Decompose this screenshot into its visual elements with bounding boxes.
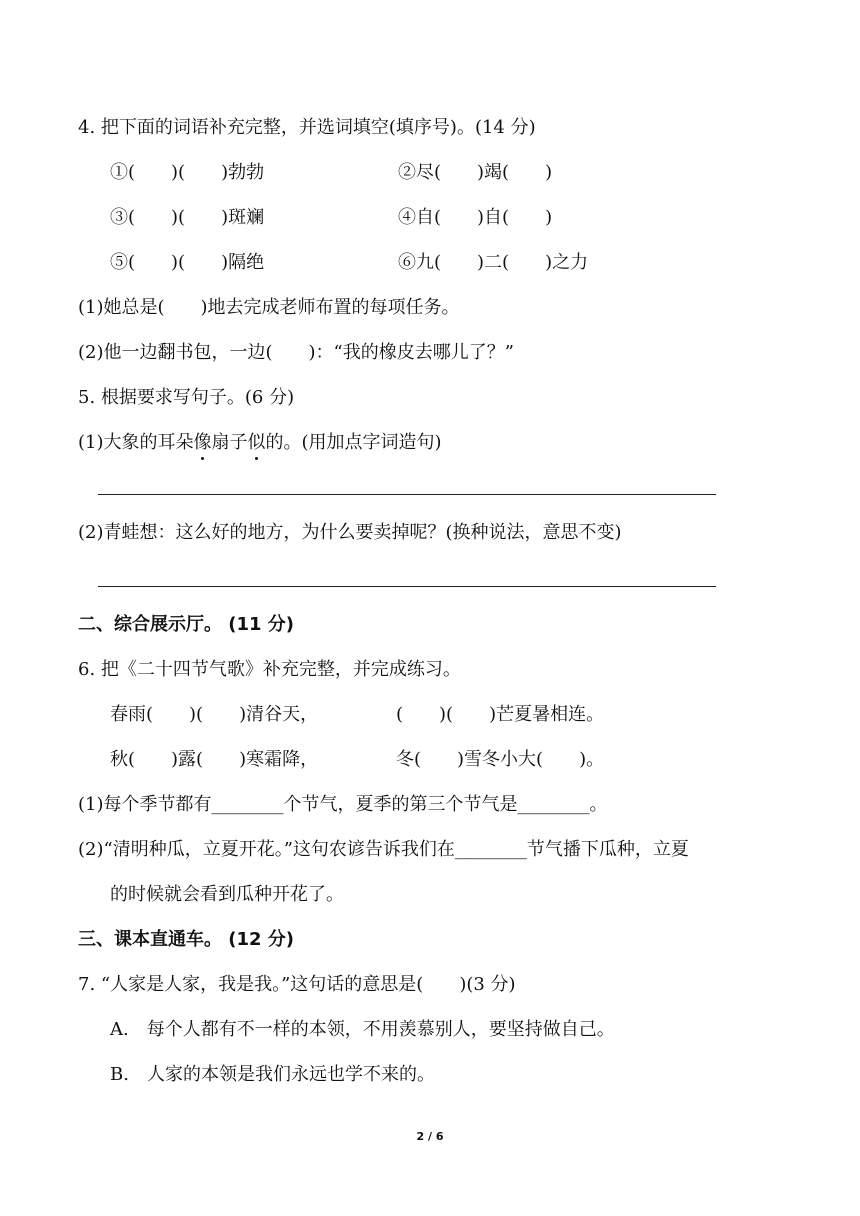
dotted-char-si: 似 (247, 432, 266, 453)
q5-sub1-text-post: 的。(用加点字词造句) (265, 432, 442, 453)
question-4-title: 4. 把下面的词语补充完整，并选词填空(填序号)。(14 分) (78, 117, 536, 138)
page-number: 2 / 6 (416, 1130, 444, 1143)
q6-subquestion-2-line-1: (2)“清明种瓜，立夏开花。”这句农谚告诉我们在________节气播下瓜种，立夏 (78, 839, 689, 860)
answer-line-q5-1[interactable] (98, 494, 716, 495)
q7-option-a[interactable]: A. 每个人都有不一样的本领，不用羡慕别人，要坚持做自己。 (110, 1019, 615, 1040)
question-5-title: 5. 根据要求写句子。(6 分) (78, 387, 295, 408)
section-2-heading: 二、综合展示厅。 (11 分) (78, 614, 295, 635)
question-6-title: 6. 把《二十四节气歌》补充完整，并完成练习。 (78, 659, 461, 680)
question-7-title: 7. “人家是人家，我是我。”这句话的意思是( )(3 分) (78, 974, 516, 995)
q4-subquestion-2: (2)他一边翻书包，一边( )：“我的橡皮去哪儿了？” (78, 342, 514, 363)
q4-item-4: ④自( )自( ) (398, 207, 553, 228)
q6-song-line-4: 冬( )雪冬小大( )。 (396, 749, 605, 770)
q4-item-5: ⑤( )( )隔绝 (110, 252, 265, 273)
q4-item-2: ②尽( )竭( ) (398, 162, 553, 183)
q6-song-line-1: 春雨( )( )清谷天， (110, 704, 319, 725)
q6-song-line-2: ( )( )芒夏暑相连。 (396, 704, 605, 725)
q4-item-3: ③( )( )斑斓 (110, 207, 265, 228)
q5-subquestion-2: (2)青蛙想：这么好的地方，为什么要卖掉呢？(换种说法，意思不变) (78, 522, 622, 543)
section-3-heading: 三、课本直通车。 (12 分) (78, 929, 295, 950)
dotted-char-xiang: 像 (193, 432, 212, 453)
q5-sub1-text-mid: 扇子 (211, 432, 248, 453)
q4-subquestion-1: (1)她总是( )地去完成老师布置的每项任务。 (78, 297, 460, 318)
q6-subquestion-1: (1)每个季节都有________个节气，夏季的第三个节气是________。 (78, 794, 608, 815)
q4-item-6: ⑥九( )二( )之力 (398, 252, 589, 273)
q5-sub1-text-pre: (1)大象的耳朵 (78, 432, 194, 453)
q4-item-1: ①( )( )勃勃 (110, 162, 265, 183)
answer-line-q5-2[interactable] (98, 586, 716, 587)
q6-song-line-3: 秋( )露( )寒霜降， (110, 749, 319, 770)
q7-option-b[interactable]: B. 人家的本领是我们永远也学不来的。 (110, 1064, 435, 1085)
q6-subquestion-2-line-2: 的时候就会看到瓜种开花了。 (110, 884, 344, 905)
q5-subquestion-1 (78, 431, 442, 455)
